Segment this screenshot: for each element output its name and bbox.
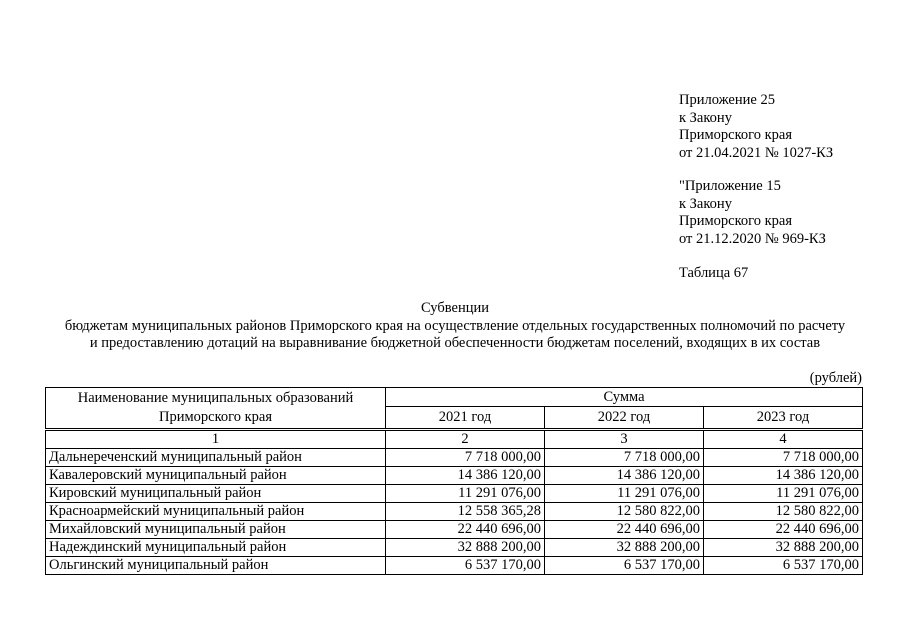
value-2021-cell: 7 718 000,00: [386, 449, 545, 467]
table-row: [46, 503, 863, 521]
value-2021-cell: 32 888 200,00: [386, 539, 545, 557]
value-2023-cell: 22 440 696,00: [704, 521, 863, 539]
index-cell: 1: [46, 430, 386, 449]
table-row: [46, 521, 863, 539]
title-line-3: и предоставлению дотаций на выравнивание бюджетной обеспеченности бюджетам поселений, входящих в их состав: [89, 335, 821, 351]
value-2022-cell: 11 291 076,00: [545, 485, 704, 503]
district-name-cell: Ольгинский муниципальный район: [46, 557, 386, 575]
column-header-sum: Сумма: [386, 388, 863, 407]
value-2022-cell: 6 537 170,00: [545, 557, 704, 575]
district-name-cell: Красноармейский муниципальный район: [46, 503, 386, 521]
document-title: [40, 300, 870, 353]
table-index-row: [46, 430, 863, 449]
value-2021-cell: 12 558 365,28: [386, 503, 545, 521]
title-line-2: бюджетам муниципальных районов Приморского края на осуществление отдельных государственных полномочий по расчету: [64, 317, 846, 334]
approval-line: Приморского края: [679, 127, 793, 143]
value-2022-cell: 7 718 000,00: [545, 449, 704, 467]
approval-line: "Приложение 15: [679, 178, 781, 194]
approval-block-appendix-15: [679, 178, 899, 248]
column-header-2021: 2021 год: [386, 407, 545, 430]
value-2022-cell: 22 440 696,00: [545, 521, 704, 539]
index-cell: 2: [386, 430, 545, 449]
value-2021-cell: 22 440 696,00: [386, 521, 545, 539]
subsidies-table: [45, 387, 863, 575]
table-row: [46, 557, 863, 575]
value-2021-cell: 6 537 170,00: [386, 557, 545, 575]
value-2022-cell: 12 580 822,00: [545, 503, 704, 521]
unit-note: (рублей): [809, 370, 862, 386]
district-name-cell: Кировский муниципальный район: [46, 485, 386, 503]
district-name-cell: Кавалеровский муниципальный район: [46, 467, 386, 485]
value-2023-cell: 6 537 170,00: [704, 557, 863, 575]
approval-line: от 21.04.2021 № 1027-КЗ: [679, 144, 834, 161]
approval-block-appendix-25: [679, 92, 899, 162]
title-line-1: Субвенции: [421, 300, 489, 316]
table-row: [46, 539, 863, 557]
value-2021-cell: 14 386 120,00: [386, 467, 545, 485]
approval-line: Приморского края: [679, 213, 793, 229]
district-name-cell: Дальнереченский муниципальный район: [46, 449, 386, 467]
district-name-cell: Михайловский муниципальный район: [46, 521, 386, 539]
approval-line: к Закону: [679, 195, 732, 212]
table-row: [46, 449, 863, 467]
value-2021-cell: 11 291 076,00: [386, 485, 545, 503]
column-header-2023: 2023 год: [704, 407, 863, 430]
district-name-cell: Надеждинский муниципальный район: [46, 539, 386, 557]
table-row: [46, 467, 863, 485]
approval-line: к Закону: [679, 109, 732, 126]
table-number: Таблица 67: [679, 265, 749, 281]
approval-line: Приложение 25: [679, 92, 775, 108]
index-cell: 4: [704, 430, 863, 449]
index-cell: 3: [545, 430, 704, 449]
value-2022-cell: 32 888 200,00: [545, 539, 704, 557]
value-2023-cell: 11 291 076,00: [704, 485, 863, 503]
table-header-row: [46, 388, 863, 407]
value-2022-cell: 14 386 120,00: [545, 467, 704, 485]
approval-line: от 21.12.2020 № 969-КЗ: [679, 230, 826, 247]
column-header-name: Наименование муниципальных образований Приморского края: [46, 388, 386, 430]
value-2023-cell: 7 718 000,00: [704, 449, 863, 467]
value-2023-cell: 14 386 120,00: [704, 467, 863, 485]
value-2023-cell: 32 888 200,00: [704, 539, 863, 557]
table-row: [46, 485, 863, 503]
column-header-2022: 2022 год: [545, 407, 704, 430]
value-2023-cell: 12 580 822,00: [704, 503, 863, 521]
